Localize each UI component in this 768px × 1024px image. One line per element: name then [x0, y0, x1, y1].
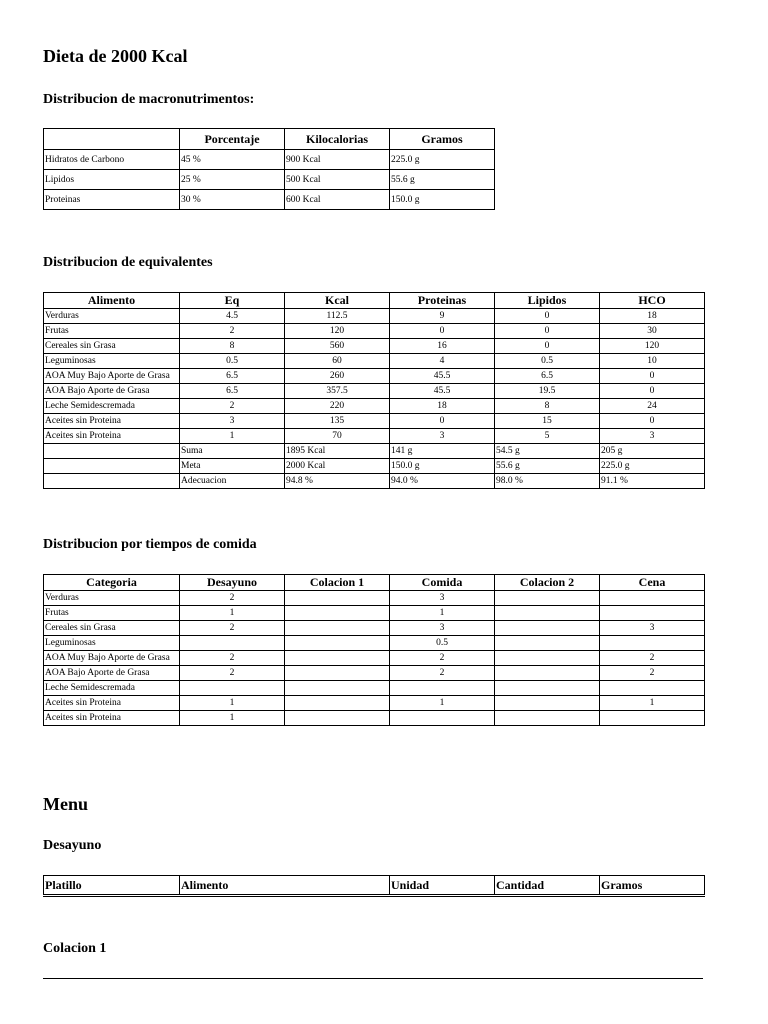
equiv-summary-cell: 94.0 % — [390, 474, 495, 489]
equiv-summary-cell: 150.0 g — [390, 459, 495, 474]
meals-cell — [390, 681, 495, 696]
meals-cell: 1 — [180, 711, 285, 726]
meals-cell — [285, 711, 390, 726]
macro-row — [44, 170, 495, 190]
equiv-summary-cell: 1895 Kcal — [285, 444, 390, 459]
equiv-header-row — [44, 293, 705, 309]
meals-cell — [495, 681, 600, 696]
equiv-cell: AOA Muy Bajo Aporte de Grasa — [44, 369, 180, 384]
equiv-row — [44, 324, 705, 339]
equiv-header-cell: Proteinas — [390, 293, 495, 309]
desayuno-table — [43, 875, 705, 897]
meals-row — [44, 651, 705, 666]
equiv-summary-row — [44, 459, 705, 474]
macro-header-cell: Kilocalorias — [285, 129, 390, 150]
desayuno-header-cell: Cantidad — [495, 876, 600, 896]
equiv-cell: 0 — [600, 414, 705, 429]
equiv-cell: 6.5 — [180, 384, 285, 399]
meals-cell — [495, 651, 600, 666]
meals-cell — [285, 696, 390, 711]
macro-cell: 25 % — [180, 170, 285, 190]
meals-header-cell: Colacion 1 — [285, 575, 390, 591]
meals-cell: Cereales sin Grasa — [44, 621, 180, 636]
desayuno-heading: Desayuno — [43, 838, 102, 853]
meals-row — [44, 711, 705, 726]
desayuno-header-cell: Alimento — [180, 876, 390, 896]
equiv-cell: 220 — [285, 399, 390, 414]
meals-cell: 2 — [600, 666, 705, 681]
equiv-cell: 3 — [180, 414, 285, 429]
meals-cell — [495, 636, 600, 651]
equiv-header-cell: HCO — [600, 293, 705, 309]
meals-cell — [600, 636, 705, 651]
meals-cell — [495, 606, 600, 621]
equiv-cell: Aceites sin Proteina — [44, 414, 180, 429]
equiv-cell: Frutas — [44, 324, 180, 339]
equiv-row — [44, 309, 705, 324]
macro-heading: Distribucion de macronutrimentos: — [43, 92, 255, 107]
equiv-cell: 24 — [600, 399, 705, 414]
equiv-cell: 135 — [285, 414, 390, 429]
meals-cell: AOA Bajo Aporte de Grasa — [44, 666, 180, 681]
equiv-cell: 3 — [600, 429, 705, 444]
equiv-cell: 0 — [600, 384, 705, 399]
equiv-summary-cell: Adecuacion — [180, 474, 285, 489]
equiv-summary-cell: 141 g — [390, 444, 495, 459]
menu-heading: Menu — [43, 794, 88, 814]
meals-cell: AOA Muy Bajo Aporte de Grasa — [44, 651, 180, 666]
equiv-row — [44, 384, 705, 399]
meals-body — [44, 591, 705, 726]
equiv-cell: 45.5 — [390, 369, 495, 384]
equiv-cell: 0 — [495, 339, 600, 354]
equiv-cell: 4 — [390, 354, 495, 369]
equiv-cell: 8 — [180, 339, 285, 354]
meals-cell — [285, 681, 390, 696]
equiv-row — [44, 414, 705, 429]
meals-cell: 3 — [390, 621, 495, 636]
equiv-heading: Distribucion de equivalentes — [43, 255, 213, 270]
equiv-cell: 2 — [180, 324, 285, 339]
equiv-summary-row — [44, 474, 705, 489]
equiv-summary-cell: Meta — [180, 459, 285, 474]
equiv-cell: 112.5 — [285, 309, 390, 324]
meals-cell — [600, 606, 705, 621]
meals-cell — [495, 621, 600, 636]
equiv-cell: Aceites sin Proteina — [44, 429, 180, 444]
equiv-cell: AOA Bajo Aporte de Grasa — [44, 384, 180, 399]
macro-cell: 225.0 g — [390, 150, 495, 170]
macro-cell: Hidratos de Carbono — [44, 150, 180, 170]
equiv-summary-cell — [44, 459, 180, 474]
macro-header-cell — [44, 129, 180, 150]
equiv-summary-row — [44, 444, 705, 459]
macro-cell: Proteinas — [44, 190, 180, 210]
equiv-cell: 10 — [600, 354, 705, 369]
equiv-cell: 15 — [495, 414, 600, 429]
equiv-row — [44, 354, 705, 369]
meals-cell: 2 — [600, 651, 705, 666]
equiv-body — [44, 309, 705, 489]
equiv-cell: 2 — [180, 399, 285, 414]
meals-header-row — [44, 575, 705, 591]
meals-cell: 2 — [390, 651, 495, 666]
meals-cell — [285, 621, 390, 636]
meals-cell: 1 — [180, 606, 285, 621]
meals-row — [44, 696, 705, 711]
equiv-summary-cell: 94.8 % — [285, 474, 390, 489]
equiv-summary-cell: 55.6 g — [495, 459, 600, 474]
meals-cell: 2 — [180, 651, 285, 666]
equiv-cell: 6.5 — [180, 369, 285, 384]
meals-cell: 1 — [390, 696, 495, 711]
equiv-header-cell: Kcal — [285, 293, 390, 309]
equiv-cell: 357.5 — [285, 384, 390, 399]
meals-cell — [285, 591, 390, 606]
macro-row — [44, 150, 495, 170]
meals-cell — [600, 711, 705, 726]
equiv-cell: 9 — [390, 309, 495, 324]
equiv-cell: 70 — [285, 429, 390, 444]
macro-cell: 55.6 g — [390, 170, 495, 190]
equiv-cell: 0.5 — [495, 354, 600, 369]
meals-cell — [285, 651, 390, 666]
meals-header-cell: Cena — [600, 575, 705, 591]
equiv-row — [44, 369, 705, 384]
equiv-cell: 30 — [600, 324, 705, 339]
colacion1-divider — [43, 978, 703, 979]
equiv-summary-cell: Suma — [180, 444, 285, 459]
macro-cell: 500 Kcal — [285, 170, 390, 190]
macro-cell: 600 Kcal — [285, 190, 390, 210]
meals-cell: Leguminosas — [44, 636, 180, 651]
meals-cell: 1 — [180, 696, 285, 711]
desayuno-header-cell: Gramos — [600, 876, 705, 896]
equiv-cell: Leche Semidescremada — [44, 399, 180, 414]
equiv-cell: 6.5 — [495, 369, 600, 384]
macro-cell: 45 % — [180, 150, 285, 170]
meals-cell: 0.5 — [390, 636, 495, 651]
equiv-cell: 16 — [390, 339, 495, 354]
equiv-cell: Leguminosas — [44, 354, 180, 369]
equiv-cell: 120 — [600, 339, 705, 354]
meals-cell: 2 — [180, 666, 285, 681]
meals-row — [44, 591, 705, 606]
equiv-cell: 8 — [495, 399, 600, 414]
macro-table — [43, 128, 495, 210]
equiv-cell: 0 — [495, 324, 600, 339]
equiv-cell: 1 — [180, 429, 285, 444]
equiv-header-cell: Alimento — [44, 293, 180, 309]
colacion1-heading: Colacion 1 — [43, 941, 107, 956]
meals-cell — [285, 666, 390, 681]
meals-header-cell: Comida — [390, 575, 495, 591]
meals-cell: 2 — [180, 621, 285, 636]
meals-cell: Aceites sin Proteina — [44, 696, 180, 711]
macro-header-cell: Gramos — [390, 129, 495, 150]
macro-cell: Lipidos — [44, 170, 180, 190]
meals-cell: 2 — [180, 591, 285, 606]
macro-cell: 150.0 g — [390, 190, 495, 210]
meals-cell — [495, 666, 600, 681]
meals-cell — [285, 636, 390, 651]
meals-row — [44, 666, 705, 681]
equiv-summary-cell: 205 g — [600, 444, 705, 459]
meals-cell: 3 — [600, 621, 705, 636]
equiv-cell: Cereales sin Grasa — [44, 339, 180, 354]
desayuno-header-cell: Platillo — [44, 876, 180, 896]
macro-row — [44, 190, 495, 210]
equiv-summary-cell: 225.0 g — [600, 459, 705, 474]
meals-row — [44, 681, 705, 696]
meals-cell: 3 — [390, 591, 495, 606]
meals-header-cell: Desayuno — [180, 575, 285, 591]
meals-row — [44, 606, 705, 621]
meals-cell: 2 — [390, 666, 495, 681]
equiv-header-cell: Lipidos — [495, 293, 600, 309]
equiv-cell: 18 — [390, 399, 495, 414]
meals-cell — [495, 591, 600, 606]
equiv-cell: 0.5 — [180, 354, 285, 369]
page-title: Dieta de 2000 Kcal — [43, 46, 188, 66]
equiv-cell: 120 — [285, 324, 390, 339]
equiv-cell: 45.5 — [390, 384, 495, 399]
meals-cell: 1 — [390, 606, 495, 621]
meals-cell: Frutas — [44, 606, 180, 621]
equiv-row — [44, 429, 705, 444]
equiv-cell: 4.5 — [180, 309, 285, 324]
equiv-cell: 60 — [285, 354, 390, 369]
equiv-cell: 19.5 — [495, 384, 600, 399]
meals-cell — [600, 591, 705, 606]
meals-cell — [390, 711, 495, 726]
equiv-cell: 5 — [495, 429, 600, 444]
meals-header-cell: Colacion 2 — [495, 575, 600, 591]
equiv-header-cell: Eq — [180, 293, 285, 309]
meals-cell — [495, 711, 600, 726]
equiv-table — [43, 292, 705, 489]
desayuno-header-row — [44, 876, 705, 896]
equiv-cell: 0 — [390, 414, 495, 429]
equiv-cell: Verduras — [44, 309, 180, 324]
meals-cell — [285, 606, 390, 621]
meals-cell — [600, 681, 705, 696]
meals-cell: 1 — [600, 696, 705, 711]
macro-cell: 30 % — [180, 190, 285, 210]
equiv-cell: 3 — [390, 429, 495, 444]
meals-table — [43, 574, 705, 726]
macro-body — [44, 150, 495, 210]
equiv-cell: 0 — [600, 369, 705, 384]
meals-heading: Distribucion por tiempos de comida — [43, 537, 257, 552]
macro-header-row — [44, 129, 495, 150]
equiv-summary-cell: 98.0 % — [495, 474, 600, 489]
equiv-summary-cell: 2000 Kcal — [285, 459, 390, 474]
equiv-summary-cell: 54.5 g — [495, 444, 600, 459]
desayuno-header-cell: Unidad — [390, 876, 495, 896]
meals-cell: Verduras — [44, 591, 180, 606]
equiv-summary-cell — [44, 444, 180, 459]
equiv-cell: 0 — [495, 309, 600, 324]
equiv-summary-cell — [44, 474, 180, 489]
meals-header-cell: Categoria — [44, 575, 180, 591]
meals-row — [44, 621, 705, 636]
meals-cell — [180, 681, 285, 696]
equiv-cell: 0 — [390, 324, 495, 339]
meals-cell — [180, 636, 285, 651]
equiv-summary-cell: 91.1 % — [600, 474, 705, 489]
meals-cell: Leche Semidescremada — [44, 681, 180, 696]
macro-header-cell: Porcentaje — [180, 129, 285, 150]
equiv-row — [44, 339, 705, 354]
equiv-cell: 560 — [285, 339, 390, 354]
equiv-cell: 18 — [600, 309, 705, 324]
meals-cell: Aceites sin Proteina — [44, 711, 180, 726]
macro-cell: 900 Kcal — [285, 150, 390, 170]
meals-row — [44, 636, 705, 651]
equiv-row — [44, 399, 705, 414]
equiv-cell: 260 — [285, 369, 390, 384]
meals-cell — [495, 696, 600, 711]
